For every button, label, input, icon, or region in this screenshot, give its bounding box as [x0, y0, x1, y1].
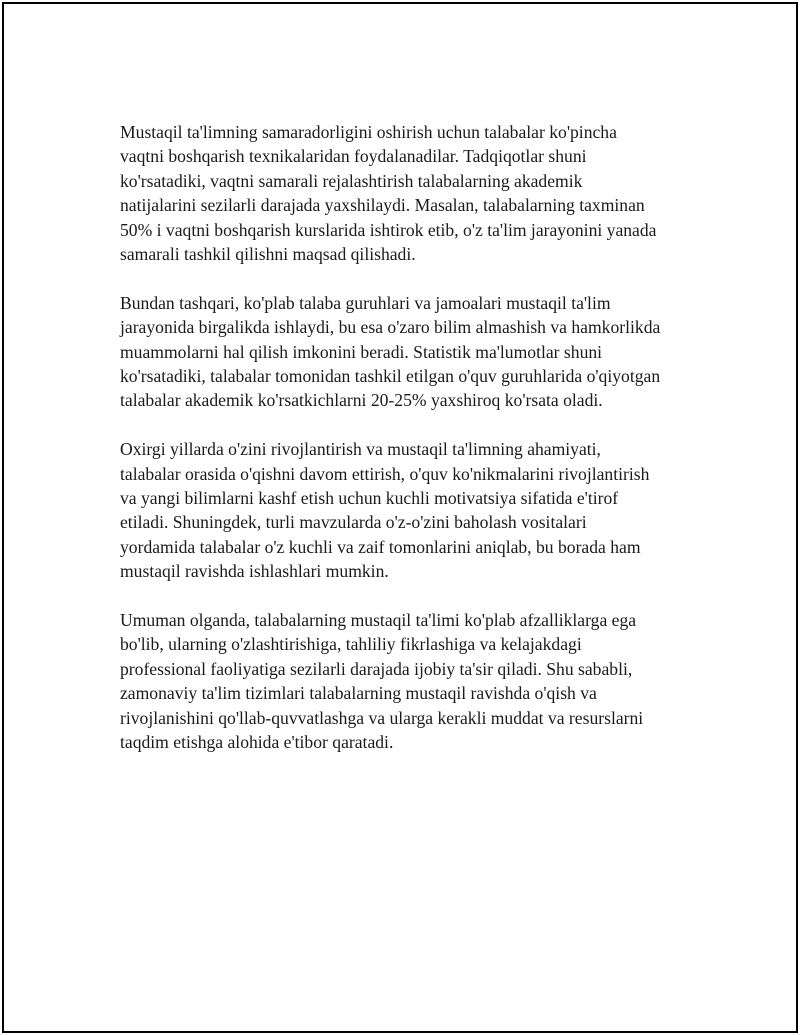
- text-line: talabalar akademik ko'rsatkichlarni 20-25% yaxshiroq ko'rsata oladi.: [120, 390, 603, 411]
- document-body: [120, 120, 695, 755]
- page-frame: [2, 2, 798, 1033]
- text-line: ko'rsatadiki, vaqtni samarali rejalashtirish talabalarning akademik: [120, 170, 583, 191]
- text-line: 50% i vaqtni boshqarish kurslarida ishtirok etib, o'z ta'lim jarayonini yanada: [120, 219, 657, 240]
- text-line: Bundan tashqari, ko'plab talaba guruhlari va jamoalari mustaqil ta'lim: [120, 292, 611, 313]
- text-line: mustaqil ravishda ishlashlari mumkin.: [120, 561, 389, 582]
- text-line: bo'lib, ularning o'zlashtirishiga, tahliliy fikrlashiga va kelajakdagi: [120, 634, 582, 655]
- paragraph-1: [120, 120, 695, 266]
- paragraph-2: [120, 291, 695, 413]
- text-line: jarayonida birgalikda ishlaydi, bu esa o'zaro bilim almashish va hamkorlikda: [120, 317, 661, 338]
- text-line: muammolarni hal qilish imkonini beradi. Statistik ma'lumotlar shuni: [120, 341, 603, 362]
- text-line: Oxirgi yillarda o'zini rivojlantirish va mustaqil ta'limning ahamiyati,: [120, 439, 601, 460]
- paragraph-4: [120, 608, 695, 754]
- text-line: yordamida talabalar o'z kuchli va zaif tomonlarini aniqlab, bu borada ham: [120, 536, 641, 557]
- text-line: etiladi. Shuningdek, turli mavzularda o'z-o'zini baholash vositalari: [120, 512, 587, 533]
- text-line: taqdim etishga alohida e'tibor qaratadi.: [120, 732, 394, 753]
- text-line: ko'rsatadiki, talabalar tomonidan tashkil etilgan o'quv guruhlarida o'qiyotgan: [120, 366, 661, 387]
- text-line: Umuman olganda, talabalarning mustaqil ta'limi ko'plab afzalliklarga ega: [120, 610, 637, 631]
- text-line: vaqtni boshqarish texnikalaridan foydalanadilar. Tadqiqotlar shuni: [120, 146, 587, 167]
- text-line: professional faoliyatiga sezilarli darajada ijobiy ta'sir qiladi. Shu sababli,: [120, 658, 633, 679]
- text-line: talabalar orasida o'qishni davom ettirish, o'quv ko'nikmalarini rivojlantirish: [120, 463, 650, 484]
- text-line: Mustaqil ta'limning samaradorligini oshirish uchun talabalar ko'pincha: [120, 122, 617, 142]
- text-line: rivojlanishini qo'llab-quvvatlashga va ularga kerakli muddat va resurslarni: [120, 707, 644, 728]
- text-line: zamonaviy ta'lim tizimlari talabalarning mustaqil ravishda o'qish va: [120, 683, 597, 704]
- text-line: samarali tashkil qilishni maqsad qilishadi.: [120, 244, 416, 265]
- text-line: va yangi bilimlarni kashf etish uchun kuchli motivatsiya sifatida e'tirof: [120, 488, 619, 509]
- paragraph-3: [120, 437, 695, 583]
- text-line: natijalarini sezilarli darajada yaxshilaydi. Masalan, talabalarning taxminan: [120, 195, 645, 216]
